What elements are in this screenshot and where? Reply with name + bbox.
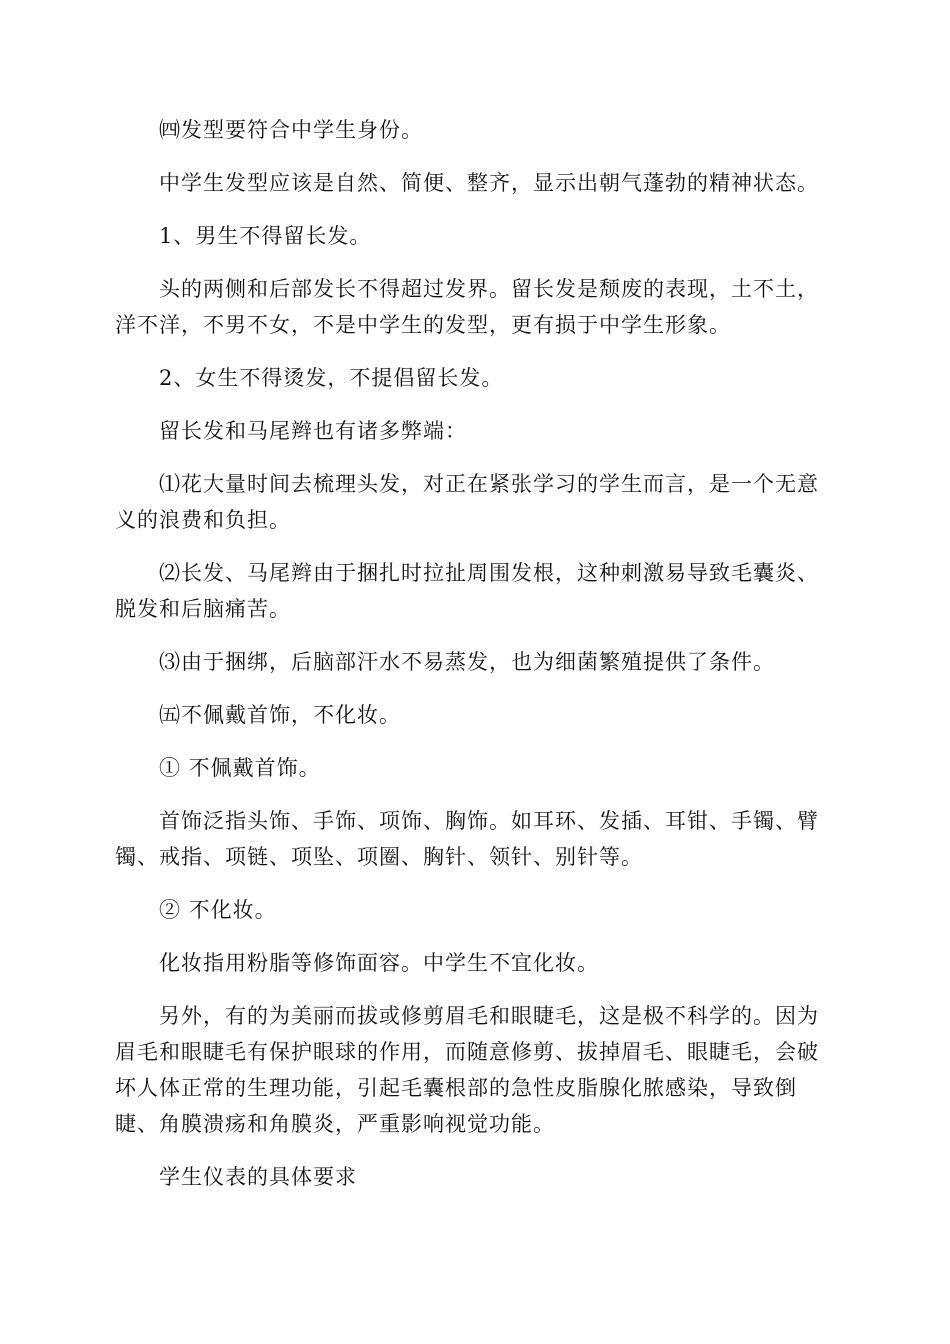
paragraph-makeup-definition: 化妆指用粉脂等修饰面容。中学生不宜化妆。 — [159, 951, 599, 975]
paragraph-boys-rule: 1、男生不得留长发。 — [159, 224, 372, 248]
paragraph-accessories-heading: ㈤不佩戴首饰，不化妆。 — [159, 703, 401, 727]
paragraph-long-hair-drawbacks: 留长发和马尾辫也有诸多弊端： — [159, 419, 467, 443]
paragraph-drawback-3: ⑶由于捆绑，后脑部汗水不易蒸发，也为细菌繁殖提供了条件。 — [159, 650, 775, 674]
paragraph-section-title: 学生仪表的具体要求 — [159, 1165, 357, 1189]
paragraph-hairstyle-heading: ㈣发型要符合中学生身份。 — [159, 118, 423, 142]
paragraph-eyebrow-warning: 另外，有的为美丽而拔或修剪眉毛和眼睫毛，这是极不科学的。因为眉毛和眼睫毛有保护眼球的作用，而随意修剪、拔掉眉毛、眼睫毛，会破坏人体正常的生理功能，引起毛囊根部的急性皮脂腺化脓感染，导致倒睫、角膜溃疡和角膜炎，严重影响视觉功能。 — [115, 1004, 819, 1136]
paragraph-jewelry-definition: 首饰泛指头饰、手饰、项饰、胸饰。如耳环、发插、耳钳、手镯、臂镯、戒指、项链、项坠、项圈、胸针、领针、别针等。 — [115, 809, 819, 869]
paragraph-drawback-1: ⑴花大量时间去梳理头发，对正在紧张学习的学生而言，是一个无意义的浪费和负担。 — [115, 472, 819, 532]
paragraph-hairstyle-principle: 中学生发型应该是自然、简便、整齐，显示出朝气蓬勃的精神状态。 — [159, 171, 819, 195]
paragraph-boys-explanation: 头的两侧和后部发长不得超过发界。留长发是颓废的表现，土不土，洋不洋，不男不女，不是中学生的发型，更有损于中学生形象。 — [115, 277, 819, 337]
paragraph-girls-rule: 2、女生不得烫发，不提倡留长发。 — [159, 366, 504, 390]
paragraph-drawback-2: ⑵长发、马尾辫由于捆扎时拉扯周围发根，这种刺激易导致毛囊炎、脱发和后脑痛苦。 — [115, 561, 819, 621]
document-body — [115, 112, 840, 1212]
paragraph-no-jewelry: ① 不佩戴首饰。 — [159, 756, 321, 780]
paragraph-no-makeup: ② 不化妆。 — [159, 898, 277, 922]
